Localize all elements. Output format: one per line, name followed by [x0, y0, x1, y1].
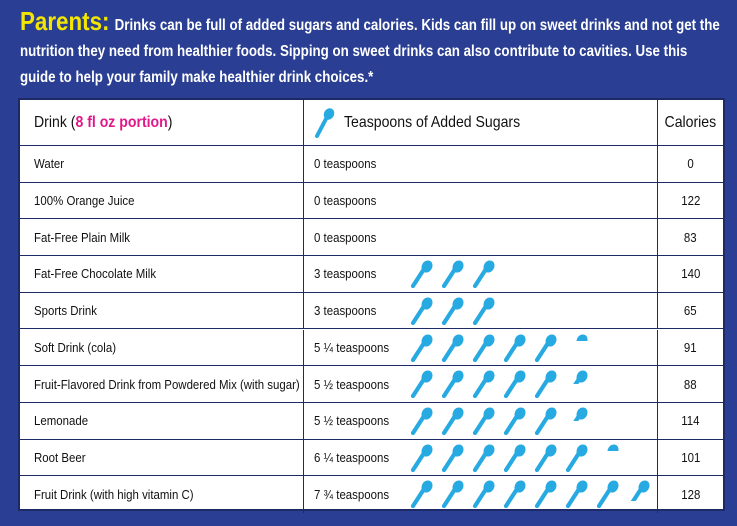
header-sugars-label: Teaspoons of Added Sugars: [344, 113, 521, 131]
partial-spoon-icon: [594, 444, 623, 451]
calories-value: 91: [684, 339, 697, 355]
spoon-icon: [439, 370, 468, 398]
calories-value: 122: [680, 193, 701, 209]
header-drink-close: ): [167, 113, 173, 131]
header-sugars: [304, 100, 658, 145]
calories-cell: [658, 440, 723, 476]
partial-spoon-icon: [625, 480, 654, 501]
sugars-amount: 3 teaspoons: [314, 303, 377, 319]
sugars-amount: 7 ¾ teaspoons: [314, 487, 390, 503]
intro-text: Drinks can be full of added sugars and calories. Kids can fill up on sweet drinks and not get the nutrition they need from healthier foods. Sipping on sweet drinks can also contribute to cavities. Use this guide to help your family make healthier drink choices.*: [20, 17, 720, 86]
sugars-amount: 0 teaspoons: [314, 229, 377, 245]
spoon-icon: [470, 370, 499, 398]
sugars-amount: 5 ½ teaspoons: [314, 376, 390, 392]
drink-cell: [20, 146, 304, 182]
spoon-icon: [470, 297, 499, 325]
drink-name: Fat-Free Plain Milk: [34, 229, 130, 245]
spoon-icon: [439, 297, 468, 325]
sugars-cell: [304, 146, 658, 182]
table-row: [20, 256, 723, 293]
spoon-icon: [408, 260, 437, 288]
drink-cell: [20, 440, 304, 476]
spoon-icon: [470, 334, 499, 362]
table-row: [20, 476, 723, 513]
sugars-cell: [304, 293, 658, 329]
calories-value: 83: [684, 229, 697, 245]
calories-value: 140: [680, 266, 701, 282]
spoon-icon: [314, 108, 336, 138]
drink-cell: [20, 366, 304, 402]
calories-cell: [658, 403, 723, 439]
drink-cell: [20, 293, 304, 329]
spoon-icon: [408, 407, 437, 435]
calories-cell: [658, 256, 723, 292]
drink-name: 100% Orange Juice: [34, 193, 135, 209]
spoon-icon: [408, 444, 437, 472]
spoon-pictogram: [408, 260, 499, 288]
spoon-icon: [408, 334, 437, 362]
spoon-icon: [501, 480, 530, 508]
drink-name: Fruit-Flavored Drink from Powdered Mix (with sugar): [34, 376, 300, 392]
spoon-icon: [439, 407, 468, 435]
spoon-icon: [532, 480, 561, 508]
calories-value: 114: [681, 413, 700, 429]
spoon-icon: [501, 407, 530, 435]
sugars-amount: 0 teaspoons: [314, 193, 377, 209]
header-portion: 8 fl oz portion: [75, 113, 168, 131]
drink-name: Root Beer: [34, 449, 86, 465]
drink-cell: [20, 219, 304, 255]
sugars-cell: [304, 219, 658, 255]
spoon-pictogram: [408, 297, 499, 325]
partial-spoon-icon: [563, 407, 592, 421]
spoon-icon: [470, 260, 499, 288]
table-row: [20, 146, 723, 183]
drink-name: Water: [34, 156, 65, 172]
spoon-pictogram: [408, 480, 654, 508]
calories-value: 0: [687, 156, 694, 172]
drink-name: Fruit Drink (with high vitamin C): [34, 487, 194, 503]
drink-name: Soft Drink (cola): [34, 339, 117, 355]
drink-name: Lemonade: [34, 413, 89, 429]
sugars-cell: [304, 256, 658, 292]
calories-cell: [658, 219, 723, 255]
spoon-pictogram: [408, 370, 592, 398]
sugars-amount: 5 ½ teaspoons: [314, 413, 390, 429]
spoon-icon: [532, 370, 561, 398]
sugars-amount: 0 teaspoons: [314, 156, 377, 172]
drink-cell: [20, 403, 304, 439]
header-drink-label: Drink (: [34, 113, 76, 131]
calories-value: 88: [684, 376, 697, 392]
spoon-icon: [501, 370, 530, 398]
drink-sugar-table: [18, 98, 725, 511]
spoon-pictogram: [408, 444, 623, 472]
calories-cell: [658, 183, 723, 219]
spoon-icon: [439, 480, 468, 508]
calories-value: 128: [680, 487, 701, 503]
sugars-amount: 3 teaspoons: [314, 266, 377, 282]
drink-cell: [20, 330, 304, 366]
spoon-icon: [408, 480, 437, 508]
spoon-icon: [501, 444, 530, 472]
table-row: [20, 219, 723, 256]
header-drink: [20, 100, 304, 145]
sugars-cell: [304, 330, 658, 366]
table-row: [20, 293, 723, 330]
sugars-amount: 5 ¼ teaspoons: [314, 339, 390, 355]
header-calories: [658, 100, 723, 145]
spoon-icon: [470, 480, 499, 508]
calories-cell: [658, 293, 723, 329]
calories-cell: [658, 146, 723, 182]
spoon-icon: [532, 444, 561, 472]
spoon-icon: [408, 370, 437, 398]
calories-cell: [658, 330, 723, 366]
table-row: [20, 330, 723, 367]
spoon-icon: [470, 407, 499, 435]
calories-value: 101: [680, 449, 701, 465]
partial-spoon-icon: [563, 334, 592, 341]
spoon-icon: [439, 260, 468, 288]
header-calories-label: Calories: [664, 113, 717, 131]
drink-cell: [20, 256, 304, 292]
calories-cell: [658, 366, 723, 402]
table-row: [20, 403, 723, 440]
spoon-icon: [408, 297, 437, 325]
spoon-icon: [563, 444, 592, 472]
partial-spoon-icon: [563, 370, 592, 384]
spoon-icon: [439, 444, 468, 472]
table-row: [20, 440, 723, 477]
drink-cell: [20, 183, 304, 219]
table-row: [20, 183, 723, 220]
spoon-pictogram: [408, 334, 592, 362]
spoon-icon: [501, 334, 530, 362]
spoon-icon: [439, 334, 468, 362]
intro-paragraph: [20, 8, 723, 91]
table-row: [20, 366, 723, 403]
spoon-icon: [532, 407, 561, 435]
calories-cell: [658, 476, 723, 513]
spoon-icon: [532, 334, 561, 362]
spoon-icon: [563, 480, 592, 508]
sugars-cell: [304, 440, 658, 476]
calories-value: 65: [684, 303, 697, 319]
sugars-cell: [304, 476, 658, 513]
sugars-amount: 6 ¼ teaspoons: [314, 449, 390, 465]
spoon-icon: [470, 444, 499, 472]
sugars-cell: [304, 183, 658, 219]
drink-cell: [20, 476, 304, 513]
sugars-cell: [304, 403, 658, 439]
sugars-cell: [304, 366, 658, 402]
intro-lead: Parents:: [20, 6, 110, 36]
spoon-icon: [594, 480, 623, 508]
drink-name: Sports Drink: [34, 303, 97, 319]
drink-name: Fat-Free Chocolate Milk: [34, 266, 157, 282]
spoon-pictogram: [408, 407, 592, 435]
table-header-row: [20, 100, 723, 146]
